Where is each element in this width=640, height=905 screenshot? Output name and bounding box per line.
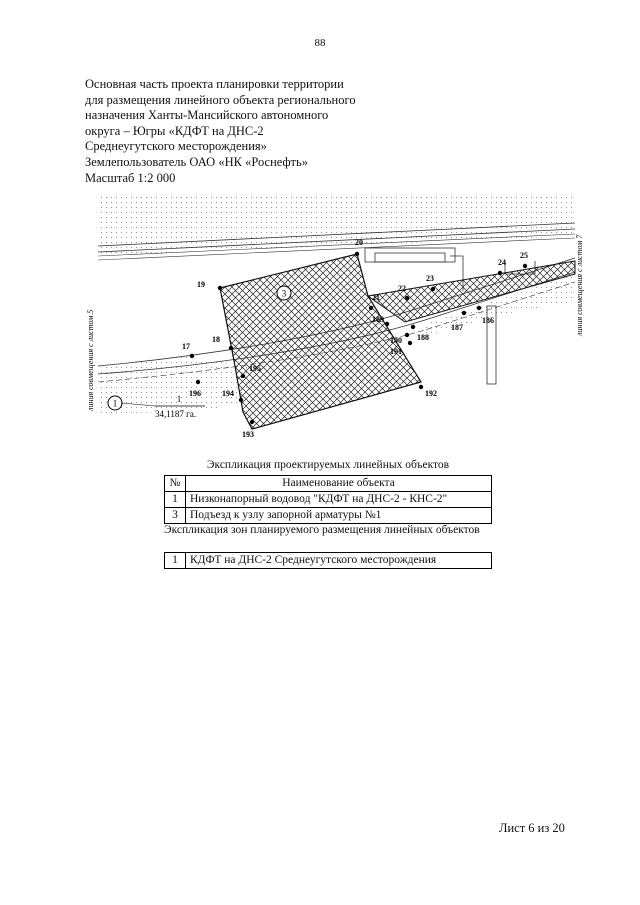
title-block (85, 77, 385, 186)
linear-objects-title: Экспликация проектируемых линейных объектов (206, 459, 450, 471)
table-row (165, 492, 492, 508)
land-user-line: Землепользователь ОАО «НК «Роснефть» (85, 154, 308, 169)
point-label-24: 24 (498, 258, 506, 267)
planning-map (85, 196, 585, 446)
point-label-23: 23 (426, 274, 434, 283)
point-label-188: 188 (417, 333, 429, 342)
object-marker-1 (108, 396, 122, 410)
point-label-21: 21 (372, 293, 380, 302)
sheet-number: Лист 6 из 20 (499, 821, 565, 835)
title-line: для размещения линейного объекта регионального (85, 92, 356, 107)
point-label-189: 189 (372, 315, 384, 324)
right-match-line-label: линия совмещения с листом 7 (575, 234, 584, 336)
row-name: КДФТ на ДНС-2 Среднеугутского месторождения (186, 553, 492, 569)
point-25 (520, 251, 528, 268)
object-marker-1-label: 1 (112, 398, 118, 409)
point-label-20: 20 (355, 238, 363, 247)
point-label-25: 25 (520, 251, 528, 260)
zones-table (164, 552, 492, 569)
row-name: Подъезд к узлу запорной арматуры №1 (186, 508, 492, 524)
point-label-18: 18 (212, 335, 220, 344)
row-num: 1 (165, 553, 186, 569)
point-label-195: 195 (249, 364, 261, 373)
point-label-190: 190 (390, 336, 402, 345)
col-num-header: № (165, 476, 186, 492)
row-num: 1 (165, 492, 186, 508)
scale-line: Масштаб 1:2 000 (85, 170, 176, 185)
point-label-19: 19 (197, 280, 205, 289)
row-name: Низконапорный водовод "КДФТ на ДНС-2 - КНС-2" (186, 492, 492, 508)
object-marker-3-label: 3 (281, 288, 287, 299)
point-label-193: 193 (242, 430, 254, 439)
point-20 (355, 238, 363, 256)
point-label-186: 186 (482, 316, 494, 325)
point-19 (197, 280, 222, 290)
linear-objects-table (164, 475, 492, 524)
parcel-number: 1 (176, 394, 182, 404)
left-match-line-label: линия совмещения с листом 5 (86, 309, 95, 411)
point-label-22: 22 (398, 284, 406, 293)
title-line: назначения Ханты-Мансийского автономного (85, 108, 329, 123)
point-label-187: 187 (451, 323, 463, 332)
table-header-row (165, 476, 492, 492)
zones-title: Экспликация зон планируемого размещения линейных объектов (164, 524, 480, 536)
col-name-header: Наименование объекта (186, 476, 492, 492)
point-label-192: 192 (425, 389, 437, 398)
table-row (165, 508, 492, 524)
point-190 (390, 333, 409, 345)
title-line: округа – Югры «КДФТ на ДНС-2 (85, 123, 264, 138)
row-num: 3 (165, 508, 186, 524)
upper-zone (98, 196, 575, 256)
table-row (165, 553, 492, 569)
point-label-17: 17 (182, 342, 190, 351)
title-line: Среднеугутского месторождения» (85, 139, 267, 154)
page-number: 88 (314, 37, 326, 49)
object-marker-3 (277, 286, 291, 300)
parcel-area: 34,1187 га. (155, 409, 197, 419)
point-192 (419, 385, 437, 398)
title-line: Основная часть проекта планировки территории (85, 77, 344, 91)
point-label-191: 191 (390, 347, 402, 356)
point-label-196: 196 (189, 389, 201, 398)
point-label-194: 194 (222, 389, 234, 398)
